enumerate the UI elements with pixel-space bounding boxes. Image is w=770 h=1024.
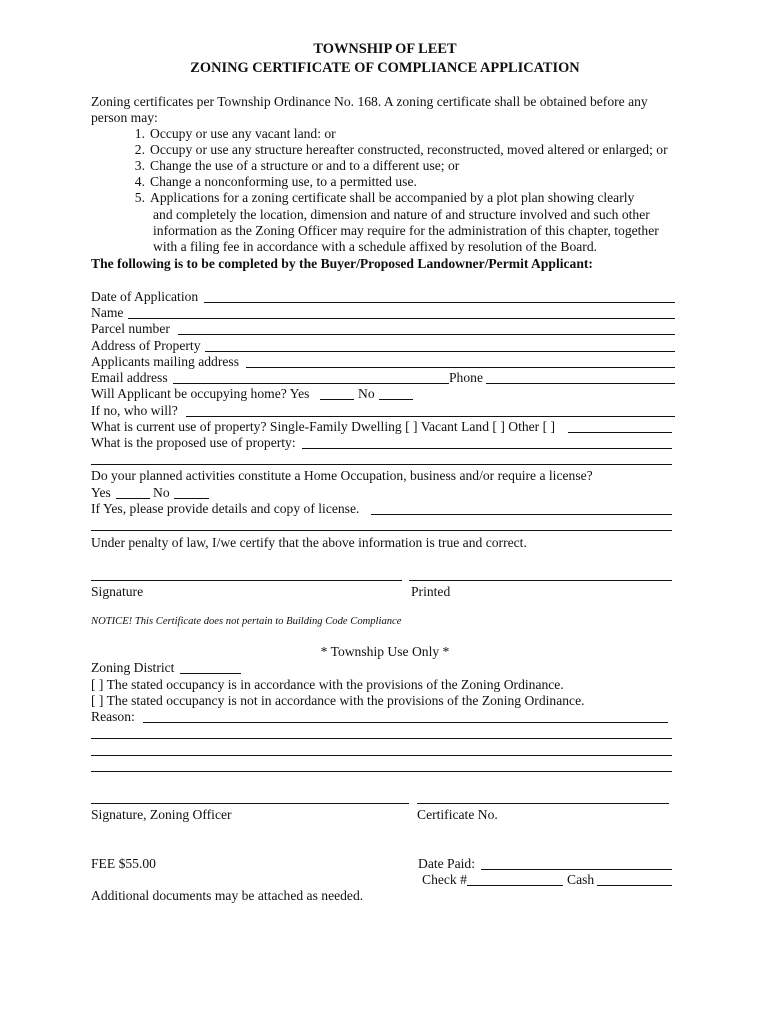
list-num: 2.	[134, 142, 145, 157]
printed-label: Printed	[411, 584, 451, 599]
list-item-5-cont-3: with a filing fee in accordance with a schedule affixed by resolution of the Board.	[153, 239, 598, 254]
who-will-label: If no, who will?	[91, 403, 178, 418]
list-text: Applications for a zoning certificate shall be accompanied by a plot plan showing clearly	[150, 190, 635, 205]
reason-field-line-2[interactable]	[91, 738, 672, 739]
signature-field[interactable]	[91, 580, 402, 581]
list-text: Occupy or use any vacant land: or	[150, 126, 336, 141]
date-of-application-label: Date of Application	[91, 289, 199, 304]
date-paid-label: Date Paid:	[418, 856, 476, 871]
name-label: Name	[91, 305, 124, 320]
list-num: 5.	[134, 190, 145, 205]
list-item-5	[129, 190, 634, 206]
signature-label: Signature	[91, 584, 144, 599]
license-details-field[interactable]	[371, 514, 672, 515]
occupying-no-field[interactable]	[379, 399, 413, 400]
form-title: ZONING CERTIFICATE OF COMPLIANCE APPLICATION	[190, 60, 580, 76]
home-occupation-no-field[interactable]	[174, 498, 209, 499]
proposed-use-field-line-2[interactable]	[91, 464, 672, 465]
list-item-1	[129, 126, 336, 142]
date-paid-field[interactable]	[481, 869, 672, 870]
list-item-3	[129, 158, 459, 174]
proposed-use-label: What is the proposed use of property:	[91, 435, 296, 450]
applicant-instruction: The following is to be completed by the Buyer/Proposed Landowner/Permit Applicant:	[91, 256, 593, 271]
home-occupation-no-label: No	[153, 485, 170, 500]
cash-label: Cash	[567, 872, 595, 887]
intro-line-2: person may:	[91, 110, 158, 125]
list-item-5-cont-2: information as the Zoning Officer may require for the administration of this chapter, together	[153, 223, 659, 238]
certificate-number-field[interactable]	[417, 803, 669, 804]
reason-field-line-4[interactable]	[91, 771, 672, 772]
check-number-field[interactable]	[467, 885, 563, 886]
not-accordance-checkbox-row[interactable]: [ ] The stated occupancy is not in accordance with the provisions of the Zoning Ordinance.	[91, 693, 585, 708]
certification-statement: Under penalty of law, I/we certify that the above information is true and correct.	[91, 535, 527, 550]
certificate-number-label: Certificate No.	[417, 807, 498, 822]
email-label: Email address	[91, 370, 168, 385]
building-code-notice: NOTICE! This Certificate does not pertain to Building Code Compliance	[91, 616, 402, 627]
date-of-application-field[interactable]	[204, 302, 675, 303]
property-address-field[interactable]	[205, 351, 675, 352]
occupying-no-label: No	[358, 386, 375, 401]
reason-field-line-3[interactable]	[91, 755, 672, 756]
township-use-heading: * Township Use Only *	[320, 644, 450, 659]
property-address-label: Address of Property	[91, 338, 201, 353]
home-occupation-yes-field[interactable]	[116, 498, 150, 499]
list-item-4	[129, 174, 417, 190]
list-text: Change a nonconforming use, to a permitted use.	[150, 174, 417, 189]
phone-label: Phone	[449, 370, 483, 385]
email-field[interactable]	[173, 383, 449, 384]
who-will-field[interactable]	[186, 416, 675, 417]
reason-field[interactable]	[143, 722, 668, 723]
check-number-label: Check #	[422, 872, 467, 887]
list-num: 4.	[134, 174, 145, 189]
parcel-number-label: Parcel number	[91, 321, 170, 336]
parcel-number-field[interactable]	[178, 334, 675, 335]
list-item-5-cont-1: and completely the location, dimension and nature of and structure involved and such other	[153, 207, 650, 222]
list-text: Change the use of a structure or and to a different use; or	[150, 158, 460, 173]
license-details-label: If Yes, please provide details and copy of license.	[91, 501, 360, 516]
reason-label: Reason:	[91, 709, 135, 724]
phone-field[interactable]	[486, 383, 675, 384]
home-occupation-question: Do your planned activities constitute a Home Occupation, business and/or require a license?	[91, 468, 593, 483]
accordance-checkbox-row[interactable]: [ ] The stated occupancy is in accordance with the provisions of the Zoning Ordinance.	[91, 677, 564, 692]
cash-field[interactable]	[597, 885, 672, 886]
home-occupation-yes-label: Yes	[91, 485, 111, 500]
officer-signature-field[interactable]	[91, 803, 409, 804]
list-num: 3.	[134, 158, 145, 173]
mailing-address-field[interactable]	[246, 367, 675, 368]
fee-text: FEE $55.00	[91, 856, 156, 871]
intro-line-1: Zoning certificates per Township Ordinance No. 168. A zoning certificate shall be obtained before any	[91, 94, 648, 109]
list-text: Occupy or use any structure hereafter constructed, reconstructed, moved altered or enlarged; or	[150, 142, 668, 157]
township-title: TOWNSHIP OF LEET	[313, 41, 457, 57]
name-field[interactable]	[128, 318, 675, 319]
zoning-district-label: Zoning District	[91, 660, 175, 675]
current-use-other-field[interactable]	[568, 432, 672, 433]
additional-documents-note: Additional documents may be attached as needed.	[91, 888, 364, 903]
current-use-label: What is current use of property? Single-Family Dwelling [ ] Vacant Land [ ] Other [ ]	[91, 419, 556, 434]
list-num: 1.	[134, 126, 145, 141]
list-item-2	[129, 142, 668, 158]
occupying-yes-field[interactable]	[320, 399, 354, 400]
mailing-address-label: Applicants mailing address	[91, 354, 239, 369]
zoning-district-field[interactable]	[180, 673, 241, 674]
license-details-field-line-2[interactable]	[91, 530, 672, 531]
printed-name-field[interactable]	[409, 580, 672, 581]
proposed-use-field[interactable]	[302, 448, 672, 449]
officer-signature-label: Signature, Zoning Officer	[91, 807, 232, 822]
occupying-home-label: Will Applicant be occupying home? Yes	[91, 386, 310, 401]
